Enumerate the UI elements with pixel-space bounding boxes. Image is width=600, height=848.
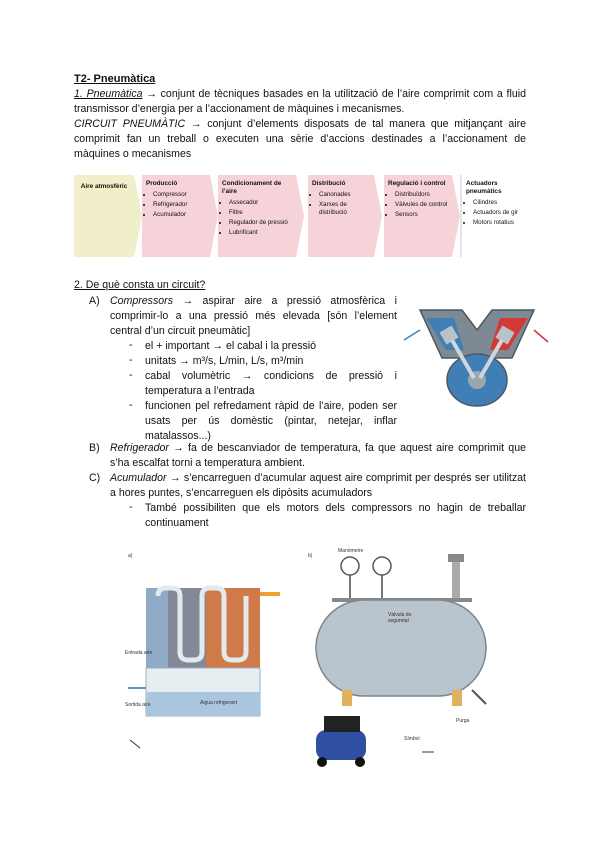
refrigerator-label-water: Aigua refrigerant [200,700,237,706]
bullet-dash: - [129,354,133,366]
refrigerator-label-in: Entrada aire [125,650,153,656]
term-pneumatica: 1. Pneumàtica [74,88,143,100]
item-marker-c: C) [89,472,101,484]
item-marker-b: B) [89,442,100,454]
compressor-bullet: cabal volumètric → condicions de pressió i temperatura a l’entrada [145,370,397,397]
tank-foot [342,690,352,706]
refrigerator-label-out: Sortida aire [125,702,151,708]
flow-item: • Acumulador [153,211,206,219]
flow-item: • Xarxes de distribució [319,201,370,217]
compressor-bullet: unitats → m³/s, L/min, L/s, m³/min [145,355,304,367]
flow-box-title: Producció [146,180,178,187]
term-acumulador: Acumulador [110,472,167,484]
air-out-arrow [534,330,548,342]
flow-item: • Lubrificant [229,229,292,237]
bullet-dash: - [129,339,133,351]
term-refrigerador: Refrigerador [110,442,169,454]
flow-item: • Canonades [319,191,370,199]
flow-arrow [134,175,142,257]
bullet-dash: - [129,501,133,513]
section-heading: 2. De què consta un circuit? [74,279,206,291]
flow-arrow [296,175,304,257]
accumulator-label-symbol: Símbol [404,736,420,742]
flow-item: • Vàlvules de control [395,201,448,209]
accumulator-label-valve: Vàlvula de seguretat [388,612,412,624]
flow-box-actuators [460,175,526,257]
accumulator-illustration [302,540,498,780]
flow-item: • Compressor [153,191,206,199]
definition-circuit-text: → conjunt d’elements disposats de tal manera que mitjançant aire comprimit fan un treball o executen una sèrie d’accions destinades a l’accionament de màquines o mecanismes [74,118,527,160]
pressure-gauge [373,557,391,575]
portable-compressor-tank [316,730,366,760]
refrigerator-symbol [130,740,140,748]
definition-circuit [74,117,526,162]
compressor-bullet: funcionen pel refredament ràpid de l’aire, poden ser usats per ús domèstic (pintar, netejar, inflar matalassos...) [145,400,397,442]
flow-arrow [210,175,218,257]
figure-b-label: b) [308,553,313,559]
pressure-gauge [341,557,359,575]
portable-compressor-wheel [317,757,327,767]
portable-compressor-motor [324,716,360,732]
refrigerator-cold-zone [146,588,206,668]
flow-box-conditioning [218,175,296,257]
compressors-text [110,294,397,339]
drain-valve [472,690,486,704]
air-in-arrow [404,330,420,340]
accumulator-label-gauge: Manòmetre [338,548,364,554]
compressor-illustration [402,288,552,418]
term-circuit: CIRCUIT PNEUMÀTIC [74,118,186,130]
flow-box-title: Distribució [312,180,346,187]
acumulador-bullet: També possibiliten que els motors dels compressors no hagin de treballar continuament [145,502,526,529]
acumulador-desc: → s’encarreguen d’acumular aquest aire comprimit per després ser utilitzat a hores puntes, s’encarreguen els dipòsits acumuladors [110,472,526,499]
flow-item: • Distribuïdors [395,191,448,199]
flow-item: • Filtre [229,209,292,217]
acumulador-text [110,471,526,501]
tank-foot [452,690,462,706]
flow-air-box [74,175,134,257]
flow-item: • Motors rotatius [473,219,522,227]
figure-a-label: a) [128,553,133,559]
definition-pneumatica [74,87,526,117]
flow-arrow [452,175,460,257]
refrigerator-illustration [128,560,280,770]
refrigerador-desc: → fa de bescanviador de temperatura, fa que aquest aire comprimit que s’ha escalfat torni a temperatura ambient. [110,442,526,469]
flow-box-title: Condicionament de l’aire [222,180,282,195]
page-title: T2- Pneumàtica [74,73,156,85]
refrigerador-text [110,441,526,471]
compressor-bullet: el + important → el cabal i la pressió [145,340,317,352]
flow-item: • Refrigerador [153,201,206,209]
flow-item: • Regulador de pressió [229,219,292,227]
portable-compressor-wheel [355,757,365,767]
term-compressors: Compressors [110,295,173,307]
bullet-dash: - [129,369,133,381]
flow-box-regulation [384,175,452,257]
safety-valve [452,560,460,600]
flow-box-production [142,175,210,257]
item-marker-a: A) [89,295,100,307]
flow-item: • Sensors [395,211,448,219]
flow-box-title: Regulació i control [388,180,446,187]
accumulator-label-drain: Purga [456,718,470,724]
flow-box-title: Actuadors pneumàtics [466,180,502,195]
flow-item: • Actuadors de gir [473,209,522,217]
flow-arrow [374,175,382,257]
definition-pneumatica-text: → conjunt de tècniques basades en la utilització de l’aire comprimit com a fluid transmissor d’energia per a l’accionament de màquines i mecanismes. [74,88,526,115]
flow-item: • Assecador [229,199,292,207]
flow-item: • Cilindres [473,199,522,207]
flow-air-label: Aire atmosfèric [80,183,128,190]
compressors-desc: → aspirar aire a pressió atmosfèrica i comprimir-lo a una pressió més elevada [són l’element central d’un circuit pneumàtic] [110,295,397,337]
flow-box-distribution [308,175,374,257]
safety-valve-cap [448,554,464,562]
bullet-dash: - [129,399,133,411]
